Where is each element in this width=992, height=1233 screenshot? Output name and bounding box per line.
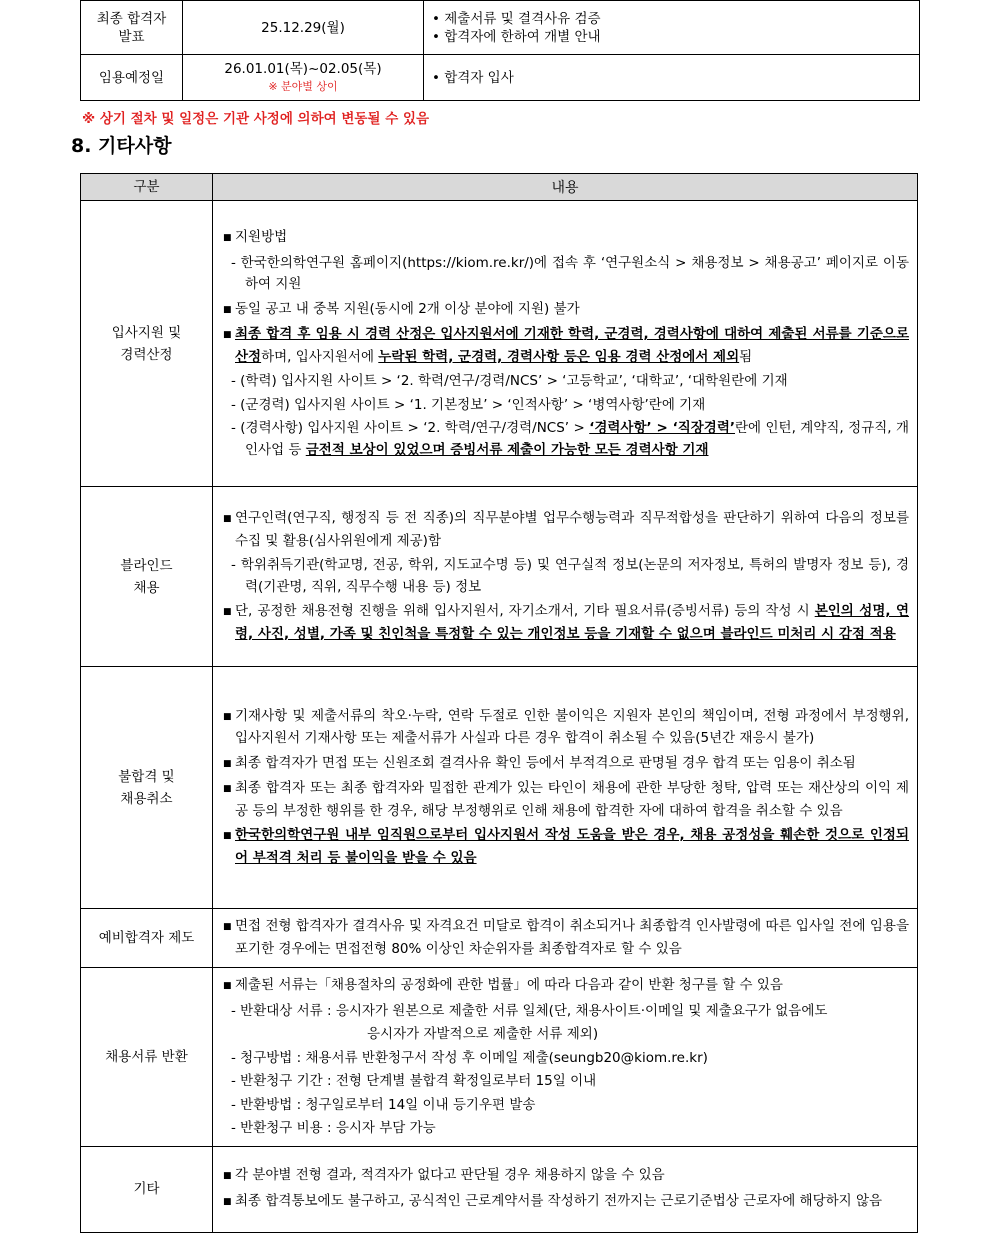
row-content [213,487,918,667]
sub-item: - 반환방법 : 청구일로부터 14일 이내 등기우편 발송 [231,1096,536,1113]
sub-item: - (학력) 입사지원 사이트 > ‘2. 학력/연구/경력/NCS’ > ‘고등학교’, ‘대학교’, ‘대학원란에 기재 [231,373,788,389]
category-line: 채용 [133,579,160,596]
sub-item: 응시자가 자발적으로 제출한 서류 제외) [367,1026,599,1042]
sub-item: - 한국한의학연구원 홈페이지(https://kiom.re.kr/)에 접속 후 ‘연구원소식 > 채용정보 > 채용공고’ 페이지로 이동하여 지원 [231,254,909,292]
bullet-item: ■ 최종 합격자가 면접 또는 신원조회 결격사유 확인 등에서 부적격으로 판명될 경우 합격 또는 임용이 취소됨 [223,753,909,776]
sub-item: - 반환청구 기간 : 전형 단계별 불합격 확정일로부터 15일 이내 [231,1073,597,1089]
sub-item [223,418,909,461]
emphasis-text: 금전적 보상이 있었으며 증빙서류 제출이 가능한 모든 경력사항 기재 [305,441,709,458]
sub-item: - 청구방법 : 채용서류 반환청구서 작성 후 이메일 제출(seungb20@kiom.re.kr) [231,1049,708,1066]
category-line: 블라인드 [120,557,173,574]
category-line: 입사지원 및 [111,324,182,341]
sub-item: - 반환청구 비용 : 응시자 부담 가능 [231,1120,436,1136]
emphasis-text: 한국한의학연구원 내부 임직원으로부터 입사지원서 작성 도움을 받은 경우, 채용 공정성을 훼손한 것으로 인정되어 부적격 처리 등 불이익을 받을 수 있음 [235,827,909,866]
row-content [213,909,918,968]
schedule-items [424,55,920,101]
category-line: 채용서류 반환 [105,1048,188,1065]
sub-item: - 반환대상 서류 : 응시자가 원본으로 제출한 서류 일체(단, 채용사이트·이메일 및 제출요구가 없음에도 [231,1002,828,1019]
schedule-row-final [81,1,920,55]
emphasis-text: 누락된 학력, 군경력, 경력사항 등은 임용 경력 산정에서 제외 [378,348,740,365]
bullet-item: ■ 최종 합격통보에도 불구하고, 공식적인 근로계약서를 작성하기 전까지는 근로기준법상 근로자에 해당하지 않음 [223,1191,909,1214]
table-row [81,487,918,667]
section-title: 8. 기타사항 [71,135,172,157]
text-span: 됨 [739,348,753,365]
bullet-item [223,601,909,645]
table-row [81,667,918,909]
category-line: 채용취소 [120,790,173,807]
category-line: 예비합격자 제도 [98,930,195,946]
schedule-row-start [81,55,920,101]
category-line: 불합격 및 [118,768,175,785]
row-content [213,968,918,1147]
table-header [81,174,918,201]
schedule-notice: ※ 상기 절차 및 일정은 기관 사정에 의하여 변동될 수 있음 [82,111,430,127]
bullet-item: ■ 제출된 서류는「채용절차의 공정화에 관한 법률」에 따라 다음과 같이 반환 청구를 할 수 있음 [223,975,909,998]
table-row [81,909,918,968]
emphasis-text: ‘경력사항’ > ‘직장경력’ [589,420,736,436]
bullet-item: ■ 각 분야별 전형 결과, 적격자가 없다고 판단될 경우 채용하지 않을 수 있음 [223,1165,909,1188]
row-category [81,1146,213,1232]
row-category [81,201,213,487]
bullet-item: ■ 연구인력(연구직, 행정직 등 전 직종)의 직무분야별 업무수행능력과 직무적합성을 판단하기 위하여 다음의 정보를 수집 및 활용(심사위원에게 제공)함 [223,508,909,552]
sub-item: - 학위취득기관(학교명, 전공, 학위, 지도교수명 등) 및 연구실적 정보(논문의 저자정보, 특허의 발명자 정보 등), 경력(기관명, 직위, 직무수행 내용 등) 정보 [231,557,909,595]
bullet-item: ■ 동일 공고 내 중복 지원(동시에 2개 이상 분야에 지원) 불가 [223,299,909,322]
bullet-item: ■ 면접 전형 합격자가 결격사유 및 자격요건 미달로 합격이 취소되거나 최종합격 인사발령에 따른 입사일 전에 임용을 포기한 경우에는 면접전형 80% 이상인 차순위자를 최종합격자로 할 수 있음 [223,916,909,960]
bullet-item: ■ 최종 합격자 또는 최종 합격자와 밀접한 관계가 있는 타인이 채용에 관한 부당한 청탁, 압력 또는 재산상의 이익 제공 등의 부정한 행위를 한 경우, 해당 부정행위로 인해 채용에 합격한 자에 대하여 합격을 취소할 수 있음 [223,778,909,822]
list-item: • 제출서류 및 결격사유 검증 [432,10,601,27]
category-line: 기타 [133,1181,160,1197]
row-content [213,1146,918,1232]
label-line: 최종 합격자 [96,10,167,27]
sub-item: - (군경력) 입사지원 사이트 > ‘1. 기본정보’ > ‘인적사항’ > ‘병역사항’란에 기재 [231,396,706,413]
header-category: 구분 [81,174,213,201]
row-content [213,667,918,909]
emphasis-text: 최종 합격 후 임용 시 경력 산정은 입사지원서에 기재한 학력, 군경력, 경력사항에 대하여 제출된 서류를 기준으로 산정 [235,326,909,365]
row-category [81,487,213,667]
bullet-item: ■ 기재사항 및 제출서류의 착오·누락, 연락 두절로 인한 불이익은 지원자 본인의 책임이며, 전형 과정에서 부정행위, 입사지원서 기재사항 또는 제출서류가 사실과 다른 경우 합격이 취소될 수 있음(5년간 재응시 불가) [223,706,909,750]
schedule-note: ※ 분야별 상이 [268,79,338,93]
bullet-item: ■ 지원방법 [223,227,909,250]
list-item: • 합격자 입사 [432,69,514,86]
etc-table [80,173,918,1233]
row-category [81,909,213,968]
text-span: 란에 인턴, 계약직, 정규직, 개인사업 등 [245,420,909,458]
bullet-item [223,324,909,368]
schedule-label: 임용예정일 [81,55,183,101]
emphasis-text: 본인의 성명, 연령, 사진, 성별, 가족 및 친인척을 특정할 수 있는 개인정보 등을 기재할 수 없으며 블라인드 미처리 시 감점 적용 [235,603,909,642]
schedule-date: 26.01.01(목)~02.05(목) ※ 분야별 상이 [183,55,424,101]
row-content [213,201,918,487]
bullet-item [223,825,909,869]
table-row [81,201,918,487]
table-body [81,201,918,1233]
category-line: 경력산정 [120,346,173,363]
table-row [81,1146,918,1232]
label-line: 발표 [118,28,145,45]
header-content: 내용 [213,174,918,201]
table-row [81,968,918,1147]
text-span: - (경력사항) 입사지원 사이트 > ‘2. 학력/연구/경력/NCS’ > [231,420,590,436]
text-span: 하며, 입사지원서에 [261,348,379,365]
text-span: 단, 공정한 채용전형 진행을 위해 입사지원서, 자기소개서, 기타 필요서류(증빙서류) 등의 작성 시 [235,603,815,619]
row-category [81,667,213,909]
schedule-items [424,1,920,55]
schedule-label [81,1,183,55]
row-category [81,968,213,1147]
list-item: • 합격자에 한하여 개별 안내 [432,28,601,45]
schedule-date: 25.12.29(월) [183,1,424,55]
schedule-table [80,0,920,101]
